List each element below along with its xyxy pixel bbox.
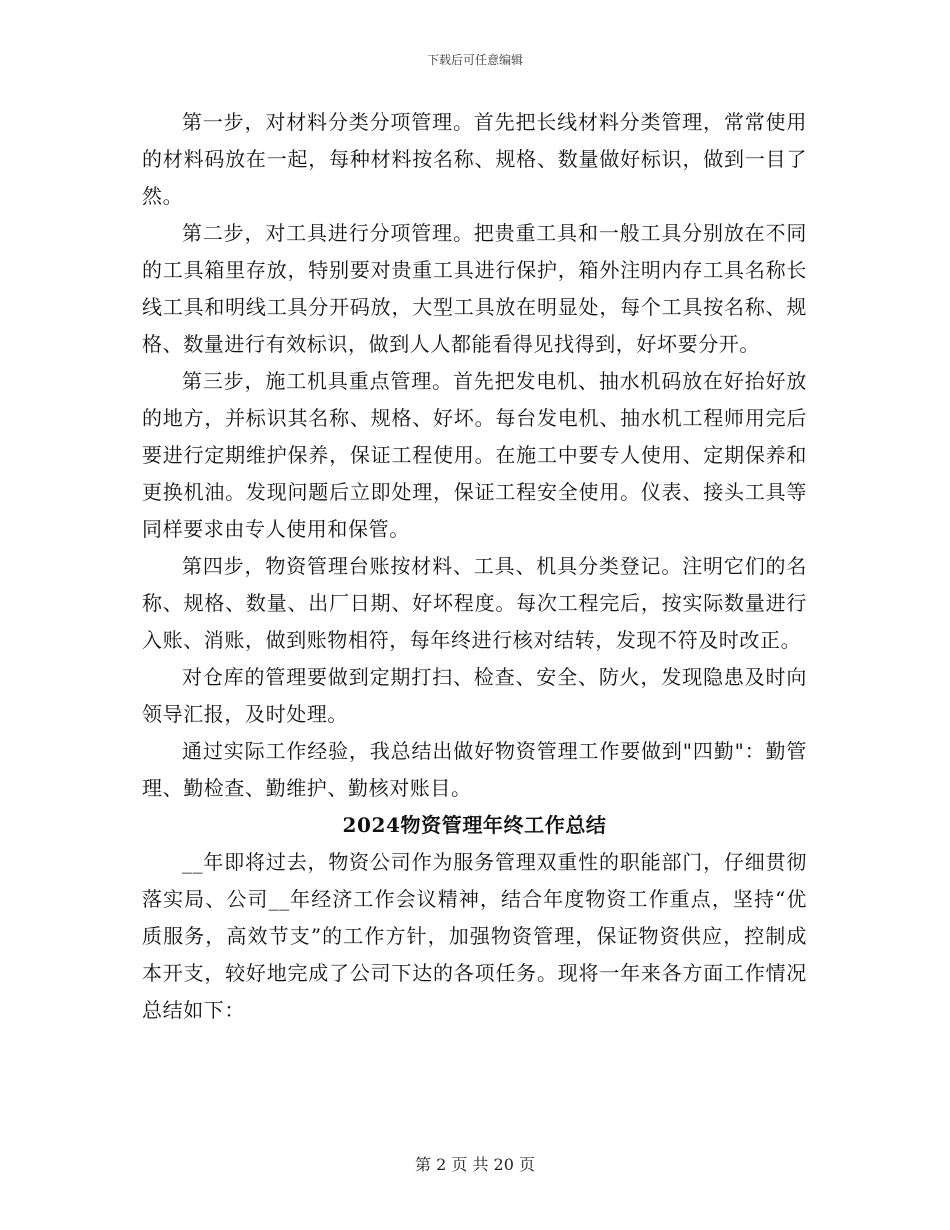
page-header: 下载后可任意编辑 xyxy=(426,53,523,67)
paragraph-warehouse: 对仓库的管理要做到定期打扫、检查、安全、防火，发现隐患及时向领导汇报，及时处理。 xyxy=(142,665,807,726)
paragraph-step-one: 第一步，对材料分类分项管理。首先把长线材料分类管理，常常使用的材料码放在一起，每种材料按名称、规格、数量做好标识，做到一目了然。 xyxy=(142,110,807,208)
section-title: 2024物资管理年终工作总结 xyxy=(342,813,607,837)
page-number: 第 2 页 共 20 页 xyxy=(415,1155,535,1174)
paragraph-step-two: 第二步，对工具进行分项管理。把贵重工具和一般工具分别放在不同的工具箱里存放，特别要对贵重工具进行保护，箱外注明内存工具名称长线工具和明线工具分开码放，大型工具放在明显处，每个工具按名称、规格、数量进行有效标识，做到人人都能看得见找得到，好坏要分开。 xyxy=(142,221,807,356)
paragraph-step-three: 第三步，施工机具重点管理。首先把发电机、抽水机码放在好抬好放的地方，并标识其名称、规格、好坏。每台发电机、抽水机工程师用完后要进行定期维护保养，保证工程使用。在施工中要专人使用、定期保养和更换机油。发现问题后立即处理，保证工程安全使用。仪表、接头工具等同样要求由专人使用和保管。 xyxy=(142,369,807,541)
paragraph-step-four: 第四步，物资管理台账按材料、工具、机具分类登记。注明它们的名称、规格、数量、出厂日期、好坏程度。每次工程完后，按实际数量进行入账、消账，做到账物相符，每年终进行核对结转，发现不符及时改正。 xyxy=(142,554,807,652)
paragraph-summary-intro: __年即将过去，物资公司作为服务管理双重性的职能部门，仔细贯彻落实局、公司__年经济工作会议精神，结合年度物资工作重点，坚持“优质服务，高效节支”的工作方针，加强物资管理，保证物资供应，控制成本开支，较好地完成了公司下达的各项任务。现将一年来各方面工作情况总结如下： xyxy=(142,850,807,1022)
paragraph-four-diligence: 通过实际工作经验，我总结出做好物资管理工作要做到"四勤"：勤管理、勤检查、勤维护、勤核对账目。 xyxy=(142,739,807,800)
document-body xyxy=(142,104,807,1029)
